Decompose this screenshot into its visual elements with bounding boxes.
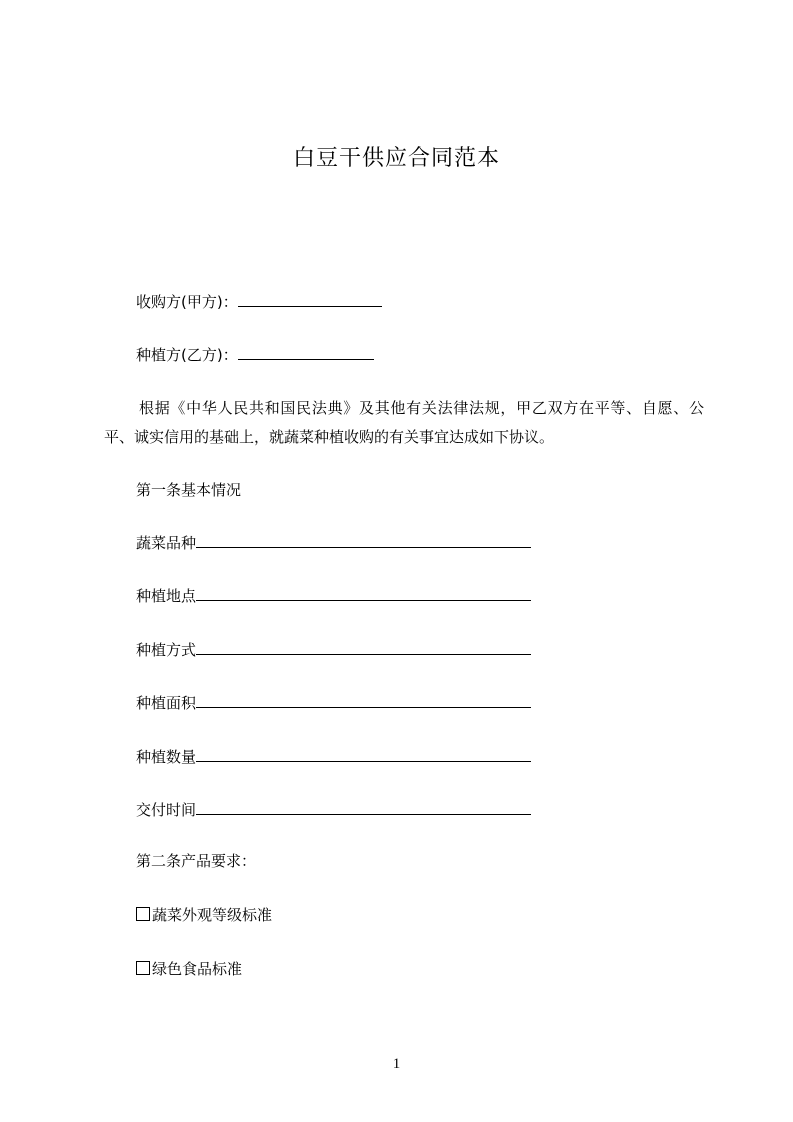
grower-line — [136, 344, 374, 365]
field-label-variety: 蔬菜品种 — [136, 534, 197, 552]
field-line — [136, 585, 531, 606]
field-line — [136, 692, 531, 713]
option-line — [136, 905, 272, 925]
field-line — [136, 799, 531, 820]
field-blank-delivery-time[interactable] — [196, 799, 531, 815]
field-line — [136, 639, 531, 660]
article1-heading: 第一条基本情况 — [136, 481, 242, 499]
preamble-paragraph: 根据《中华人民共和国民法典》及其他有关法律法规，甲乙双方在平等、自愿、公平、诚实信用的基础上，就蔬菜种植收购的有关事宜达成如下协议。 — [104, 399, 704, 446]
buyer-line — [136, 291, 382, 312]
field-blank-area[interactable] — [196, 692, 531, 708]
checkbox-appearance-standard[interactable] — [136, 907, 150, 921]
field-blank-variety[interactable] — [196, 532, 531, 548]
page-number: 1 — [392, 1056, 401, 1072]
checkbox-green-food-standard[interactable] — [136, 961, 150, 975]
document-title: 白豆干供应合同范本 — [292, 146, 500, 171]
field-blank-location[interactable] — [196, 585, 531, 601]
option-line — [136, 959, 242, 979]
field-line — [136, 532, 531, 553]
grower-blank[interactable] — [238, 344, 374, 360]
field-blank-quantity[interactable] — [196, 746, 531, 762]
field-label-area: 种植面积 — [136, 694, 197, 712]
field-label-location: 种植地点 — [136, 587, 197, 605]
field-label-delivery-time: 交付时间 — [136, 801, 197, 819]
buyer-blank[interactable] — [238, 291, 382, 307]
field-label-method: 种植方式 — [136, 641, 197, 659]
grower-label: 种植方(乙方)： — [136, 346, 238, 364]
option-label-appearance-standard: 蔬菜外观等级标准 — [152, 906, 273, 924]
buyer-label: 收购方(甲方)： — [136, 293, 238, 311]
option-label-green-food-standard: 绿色食品标准 — [152, 960, 243, 978]
field-line — [136, 746, 531, 767]
field-blank-method[interactable] — [196, 639, 531, 655]
article2-heading: 第二条产品要求： — [136, 852, 257, 870]
field-label-quantity: 种植数量 — [136, 748, 197, 766]
